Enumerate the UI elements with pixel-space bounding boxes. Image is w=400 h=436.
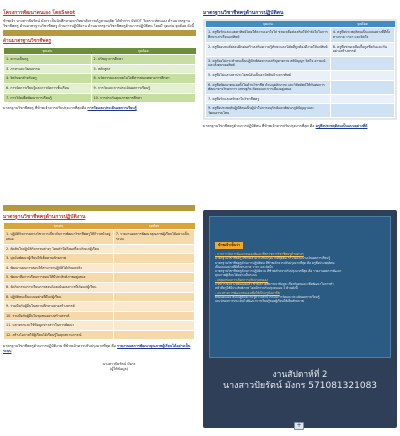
swot-intro: ข้าพเจ้า นางสาวปัยรัตน์ มังกร เป็นนักศึกษามหาวิทยาลัยราชภัฏสวนดุสิต ได้ทำการ SWOT วิเคราะห์ตนเอง ด้านมาตรฐานวิชาชีพครู ด้านมาตรฐานวิชาชีพครู ด้านการปฏิบัติงาน ด้านมาตรฐานวิชาชีพครูด้านการปฏิบัติตน โดยมี จุดเด่น จุดด้อย ดังนี้ bbox=[3, 18, 194, 28]
table-cell: 5. ครูพึงไม่แสวงหาประโยชน์อันเป็นอามิสสินจ้างจากศิษย์ bbox=[206, 70, 331, 80]
conclusion-link[interactable]: รายงานผลการพัฒนาคุณภาพผู้เรียนได้อย่างเป็นระบบ bbox=[3, 344, 191, 354]
table-row bbox=[4, 330, 195, 340]
conduct-title: มาตรฐานวิชาชีพครูด้านการปฏิบัติตน bbox=[203, 10, 284, 16]
swot-panel bbox=[3, 10, 196, 165]
strengths-weaknesses-table bbox=[3, 48, 196, 104]
conduct-table-wrap bbox=[203, 19, 397, 121]
table-cell: 2. ครูพึงอบรมสั่งสอนฝึกฝนสร้างเสริมความรู้ทักษะและนิสัยที่ถูกต้องดีงามให้แก่ศิษย์ bbox=[206, 42, 331, 56]
table-row bbox=[4, 254, 195, 264]
table-cell: 7. การวิจัยเพื่อพัฒนาการเรียนรู้ bbox=[4, 93, 92, 103]
slide-line: เป็นแบบอย่างที่ดีทั้งทางกาย วาจา และจิตใจ bbox=[215, 264, 273, 269]
table-cell bbox=[113, 321, 194, 331]
table-cell: 1. ปฏิบัติกิจกรรมทางวิชาการเกี่ยวกับการพัฒนาวิชาชีพครูให้ก้าวหน้าอยู่เสมอ bbox=[4, 230, 114, 244]
section-title: ด้านมาตรฐานวิชาชีพครู bbox=[3, 39, 51, 45]
table-row bbox=[4, 93, 196, 103]
table-cell: 8. ปฏิบัติตนเป็นแบบอย่างที่ดีแก่ผู้เรียน bbox=[4, 292, 114, 302]
table-cell: 8. ครูพึงช่วยเหลือเกื้อกูลซึ่งกันและกันอย่างสร้างสรรค์ bbox=[330, 42, 394, 56]
presentation-card[interactable] bbox=[203, 210, 397, 428]
header-weakness: จุดด้อย bbox=[91, 48, 196, 55]
table-cell: 6. การจัดการเรียนรู้และการจัดการชั้นเรียน bbox=[4, 84, 92, 94]
table-cell: 6. ครูพึงพัฒนาตนเองทั้งในด้านวิชาชีพ ด้านบุคลิกภาพ และวิสัยทัศน์ให้ทันต่อการพัฒนาทางวิทยาการ เศรษฐกิจ สังคมและการเมืองอยู่เสมอ bbox=[206, 80, 331, 94]
header-weakness: จุดด้อย bbox=[330, 21, 394, 28]
table-row bbox=[4, 55, 196, 65]
table-row bbox=[4, 321, 195, 331]
conclusion-text: มาตรฐานวิชาชีพครูด้านการปฏิบัติงาน ที่ข้าพเจ้าควรปรับปรุงมากที่สุด คือ bbox=[3, 344, 116, 349]
swot-title: โครงการพัฒนาตนเอง โดยSwot bbox=[3, 10, 76, 16]
header-strength: จุดเด่น bbox=[4, 48, 92, 55]
conclusion-link[interactable]: การวัดและประเมินผลการเรียนรู้ bbox=[87, 106, 137, 111]
conclusion bbox=[3, 106, 196, 111]
table-cell: 2. ปรัชญาการศึกษา bbox=[91, 55, 196, 65]
table-cell: 1. ความเป็นครู bbox=[4, 55, 92, 65]
presentation-caption bbox=[203, 370, 397, 393]
table-cell: 3. มุ่งมั่นพัฒนาผู้เรียนให้เต็มตามศักยภาพ bbox=[4, 254, 114, 264]
slide-line: มาตรฐานวิชาชีพครูด้านการปฏิบัติตน ที่ข้าพเจ้าควรปรับปรุงมากที่สุด คือ ครูพึงประพฤติตน bbox=[215, 260, 335, 265]
table-cell: 4. จิตวิทยาสำหรับครู bbox=[4, 74, 92, 84]
table-cell: 12. สร้างโอกาสให้ผู้เรียนได้เรียนรู้ในทุกสถานการณ์ bbox=[4, 330, 114, 340]
slide-line: - เหตุผลของการเลือกการปรับปรุงตนเอง bbox=[215, 277, 268, 282]
slide-line: ฝึกฝนตนเองให้เป็นผู้ที่มีความรู้ความสามารถในการวัดและประเมินผลการเรียนรู้ bbox=[215, 295, 320, 300]
work-panel bbox=[3, 203, 195, 428]
table-row bbox=[206, 104, 395, 118]
conclusion-text: มาตรฐานวิชาชีพครูด้านการปฏิบัติตน ที่ข้าพเจ้าควรปรับปรุงมากที่สุด คือ bbox=[203, 124, 315, 129]
slide-line: และนำผลการประเมินไปพัฒนาการเรียนรู้ของผู้เรียนให้เต็มศักยภาพ bbox=[215, 299, 304, 304]
section-band bbox=[3, 30, 196, 36]
table-cell bbox=[113, 273, 194, 283]
table-row bbox=[4, 302, 195, 312]
table-row bbox=[4, 84, 196, 94]
table-row bbox=[4, 292, 195, 302]
table-cell: 9. ครูพึงประพฤติปฏิบัติตนเป็นผู้นำในการอนุรักษ์และพัฒนาภูมิปัญญาและวัฒนธรรมไทย bbox=[206, 104, 331, 118]
table-cell bbox=[113, 292, 194, 302]
table-cell: 8. นวัตกรรมและเทคโนโลยีสารสนเทศทางการศึกษา bbox=[91, 74, 196, 84]
expand-icon[interactable]: + bbox=[294, 422, 304, 430]
signer-name: นางสาวปัยรัตน์ มังกร bbox=[102, 362, 136, 367]
table-cell: 4. พัฒนาแผนการสอนให้สามารถปฏิบัติได้เกิดผลจริง bbox=[4, 263, 114, 273]
table-row bbox=[206, 42, 395, 56]
slide-line: คุณภาพผู้เรียนได้อย่างเป็นระบบ bbox=[215, 273, 258, 278]
conclusion-text: มาตรฐานวิชาชีพครู ที่ข้าพเจ้าควรปรับปรุงมากที่สุดคือ bbox=[3, 106, 87, 111]
conclusion bbox=[3, 344, 195, 354]
table-row bbox=[4, 282, 195, 292]
table-cell bbox=[330, 104, 394, 118]
table-cell: 3. ภาษาและวัฒนธรรม bbox=[4, 64, 92, 74]
table-cell bbox=[113, 263, 194, 273]
table-row bbox=[4, 263, 195, 273]
table-cell bbox=[113, 244, 194, 254]
caption-author: นางสาวปัยรัตน์ มังกร 571081321083 bbox=[222, 381, 378, 392]
table-cell: 6. จัดกิจกรรมการเรียนการสอนโดยเน้นผลถาวรที่เกิดแก่ผู้เรียน bbox=[4, 282, 114, 292]
table-cell bbox=[330, 56, 394, 70]
header-weakness: จุดด้อย bbox=[113, 223, 194, 230]
slide-line: มาตรฐานวิชาชีพครู ที่ข้าพเจ้าควรปรับปรุงมากที่สุดคือ การวัดและประเมินผลการเรียนรู้ bbox=[215, 256, 331, 261]
slide-heading: ข้าพเจ้าเห็นว่า bbox=[215, 242, 243, 249]
table-cell: 4. ครูพึงประพฤติตนเป็นแบบอย่างที่ดีทั้งทางกาย วาจา และจิตใจ bbox=[330, 28, 394, 42]
conclusion-link[interactable]: ครูพึงประพฤติตนเป็นแบบอย่างที่ดี bbox=[315, 124, 368, 129]
table-cell bbox=[113, 330, 194, 340]
table-cell bbox=[113, 282, 194, 292]
table-row bbox=[4, 273, 195, 283]
header-strength: จุดเด่น bbox=[4, 223, 114, 230]
work-table bbox=[3, 223, 195, 341]
table-cell: 7. รายงานผลการพัฒนาคุณภาพผู้เรียนได้อย่างเป็นระบบ bbox=[113, 230, 194, 244]
table-cell: 5. หลักสูตร bbox=[91, 64, 196, 74]
table-cell bbox=[113, 311, 194, 321]
slide-preview[interactable] bbox=[209, 216, 391, 358]
caption-week: งานสัปดาห์ที่ 2 bbox=[272, 370, 328, 380]
table-row bbox=[206, 94, 395, 104]
table-cell bbox=[113, 254, 194, 264]
slide-line: - การการวัดการพัฒนาตนเองพัฒนาชีพราชการวิชาชีพครูด้านต่างๆ bbox=[215, 251, 304, 256]
table-cell bbox=[330, 80, 394, 94]
table-row bbox=[4, 64, 196, 74]
table-cell: 9. การวัดและการประเมินผลการเรียนรู้ bbox=[91, 84, 196, 94]
table-row bbox=[206, 80, 395, 94]
work-title: มาตรฐานวิชาชีพครูด้านการปฏิบัติงาน bbox=[3, 214, 86, 220]
table-cell: 7. ครูพึงรักและศรัทธาในวิชาชีพครู bbox=[206, 94, 331, 104]
table-row bbox=[4, 244, 195, 254]
slide-line: มาตรฐานวิชาชีพครูด้านการปฏิบัติงาน ที่ข้าพเจ้าควรปรับปรุงมากที่สุด คือ รายงานผลการพัฒนา bbox=[215, 269, 342, 274]
header-strength: จุดเด่น bbox=[206, 21, 331, 28]
table-cell: 5. พัฒนาสื่อการเรียนการสอนให้มีประสิทธิภาพอยู่เสมอ bbox=[4, 273, 114, 283]
table-row bbox=[206, 56, 395, 70]
signature-block bbox=[43, 362, 195, 372]
slide-line: - แนวทางการพัฒนาตนเองเพื่อให้เป็นครูมืออาชีพ bbox=[215, 290, 280, 295]
conclusion bbox=[203, 124, 397, 129]
table-cell: 3. ครูต้องไม่กระทำตนเป็นปฏิปักษ์ต่อความเจริญทางกาย สติปัญญา จิตใจ อารมณ์ และสังคมของศิษย์ bbox=[206, 56, 331, 70]
signer-role: (ผู้ให้ข้อมูล) bbox=[109, 367, 129, 371]
table-row bbox=[4, 74, 196, 84]
table-cell bbox=[330, 70, 394, 80]
table-row bbox=[4, 230, 195, 244]
section-band bbox=[3, 205, 195, 211]
table-cell: 2. ตัดสินใจปฏิบัติกิจกรรมต่างๆ โดยคำนึงถึงผลที่จะเกิดแก่ผู้เรียน bbox=[4, 244, 114, 254]
table-row bbox=[206, 28, 395, 42]
table-cell: 10. ร่วมมือกับผู้อื่นในชุมชนอย่างสร้างสรรค์ bbox=[4, 311, 114, 321]
table-cell: 1. ครูพึงรักและเมตตาศิษย์โดยให้ความเอาใจใส่ ช่วยเหลือส่งเสริมให้กำลังใจในการศึกษาเล่าเรียนแก่ศิษย์ bbox=[206, 28, 331, 42]
conduct-table bbox=[205, 21, 395, 119]
slide-line: หน้าที่ครูให้มีประสิทธิภาพ โดยมีการปรับปรุงตนเอง 3 ด้านดังนี้ bbox=[215, 286, 298, 291]
table-cell: 9. ร่วมมือกับผู้อื่นในสถานศึกษาอย่างสร้างสรรค์ bbox=[4, 302, 114, 312]
table-row bbox=[4, 311, 195, 321]
table-cell: 10. การประกันคุณภาพการศึกษา bbox=[91, 93, 196, 103]
conduct-panel bbox=[203, 10, 397, 200]
table-cell bbox=[113, 302, 194, 312]
table-row bbox=[206, 70, 395, 80]
slide-line: จากการวิเคราะห์ตนเองแล้ว ข้าพเจ้าได้พิจารณาข้อมูล เกี่ยวกับตนเอง เพื่อพัฒนาในการทำ bbox=[215, 282, 334, 287]
table-cell bbox=[330, 94, 394, 104]
table-cell: 11. แสวงหาและใช้ข้อมูลข่าวสารในการพัฒนา bbox=[4, 321, 114, 331]
